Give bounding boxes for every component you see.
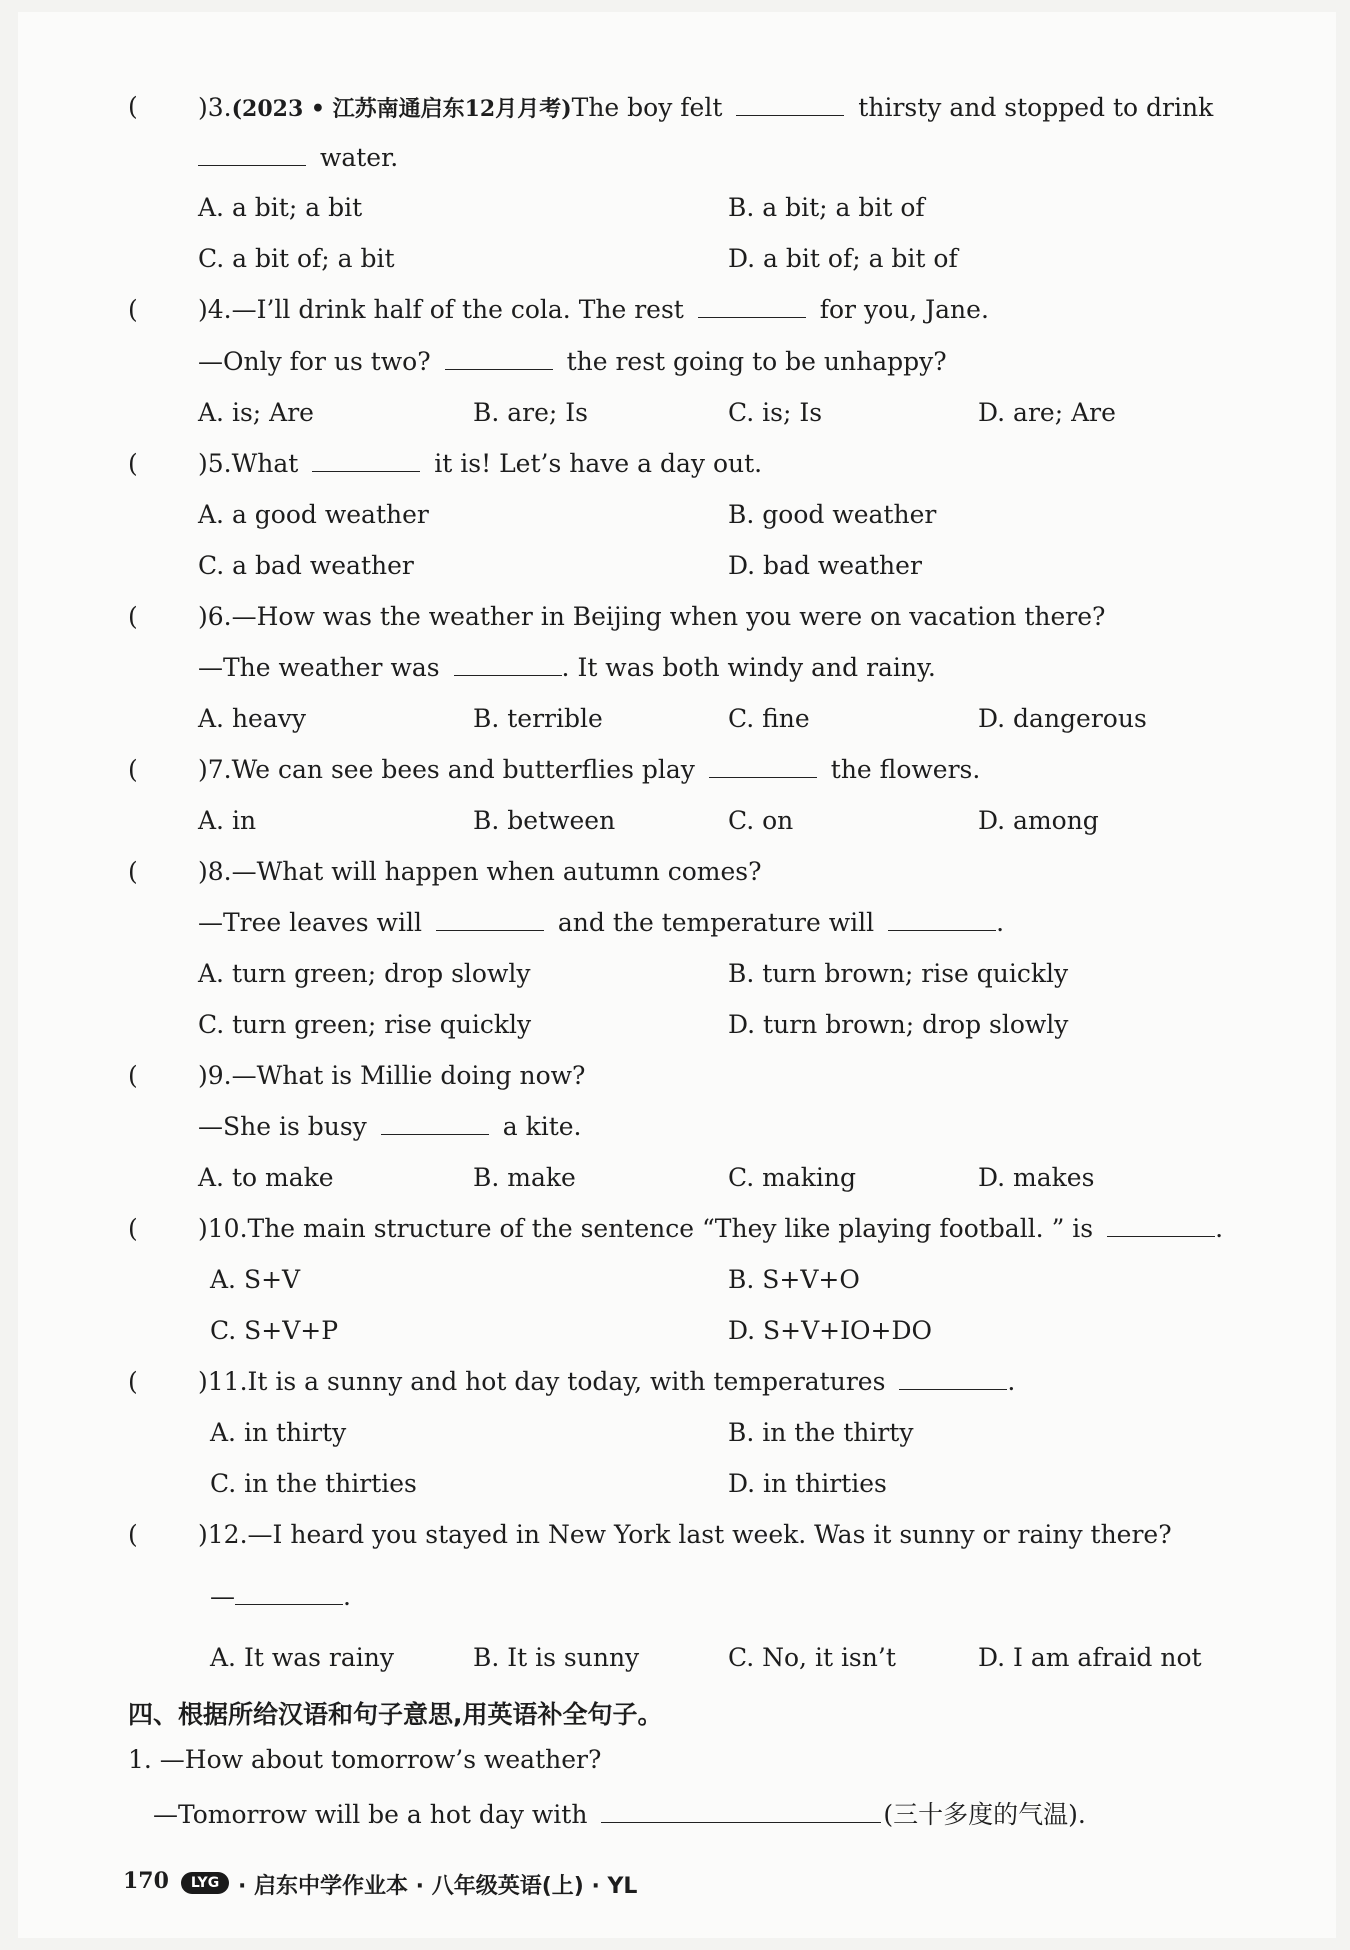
- answer-blank[interactable]: [445, 368, 553, 370]
- option-a: A. in: [198, 806, 257, 835]
- answer-paren: (: [128, 857, 138, 886]
- option-b: B. S+V+O: [728, 1265, 860, 1294]
- answer-blank[interactable]: [698, 316, 806, 318]
- question-line: [198, 653, 936, 682]
- option-d: D. dangerous: [978, 704, 1147, 733]
- answer-blank[interactable]: [709, 776, 817, 778]
- answer-blank[interactable]: [1107, 1235, 1215, 1237]
- question-number: )3.: [198, 93, 232, 122]
- question-text: The main structure of the sentence “They like playing football. ” is: [247, 1214, 1094, 1243]
- answer-blank[interactable]: [198, 164, 306, 166]
- question-text: thirsty and stopped to drink: [858, 93, 1214, 122]
- question-number: )9.: [198, 1061, 232, 1090]
- section-title: 四、根据所给汉语和句子意思,用英语补全句子。: [128, 1700, 663, 1729]
- question-text: —How was the weather in Beijing when you were on vacation there?: [231, 602, 1106, 631]
- question-number: )4.: [198, 295, 232, 324]
- option-a: A. It was rainy: [210, 1643, 394, 1672]
- answer-paren: (: [128, 295, 138, 324]
- option-a: A. a bit; a bit: [198, 193, 363, 222]
- question-text: .: [1215, 1214, 1224, 1243]
- publisher-logo: LYG: [181, 1872, 229, 1894]
- option-c: C. turn green; rise quickly: [198, 1010, 532, 1039]
- answer-paren: (: [128, 449, 138, 478]
- option-c: C. in the thirties: [210, 1469, 417, 1498]
- section-item-question: 1. —How about tomorrow’s weather?: [128, 1745, 602, 1774]
- answer-paren: (: [128, 92, 138, 121]
- question-text: a kite.: [502, 1112, 582, 1141]
- option-b: B. a bit; a bit of: [728, 193, 925, 222]
- option-b: B. good weather: [728, 500, 937, 529]
- option-a: A. S+V: [210, 1265, 301, 1294]
- option-c: C. No, it isn’t: [728, 1643, 896, 1672]
- option-b: B. It is sunny: [473, 1643, 640, 1672]
- question-text: It is a sunny and hot day today, with temperatures: [247, 1367, 886, 1396]
- answer-blank[interactable]: [381, 1133, 489, 1135]
- option-d: D. bad weather: [728, 551, 922, 580]
- answer-blank[interactable]: [436, 929, 544, 931]
- question-text: .: [343, 1582, 351, 1611]
- question-text: —What is Millie doing now?: [231, 1061, 586, 1090]
- answer-blank[interactable]: [899, 1388, 1007, 1390]
- option-a: A. is; Are: [198, 398, 314, 427]
- question-text: —She is busy: [198, 1112, 367, 1141]
- question-text: We can see bees and butterflies play: [231, 755, 695, 784]
- question-text: —What will happen when autumn comes?: [231, 857, 762, 886]
- option-b: B. between: [473, 806, 616, 835]
- question-text: —Tomorrow will be a hot day with: [153, 1800, 588, 1829]
- question-number: )10.: [198, 1214, 248, 1243]
- question-source: (2023 • 江苏南通启东12月月考): [231, 96, 572, 122]
- answer-paren: (: [128, 1214, 138, 1243]
- question-text: . It was both windy and rainy.: [561, 653, 936, 682]
- question-text: —Tree leaves will: [198, 908, 422, 937]
- option-c: C. is; Is: [728, 398, 823, 427]
- option-a: A. to make: [198, 1163, 334, 1192]
- question-text: the rest going to be unhappy?: [566, 347, 947, 376]
- option-c: C. fine: [728, 704, 810, 733]
- question-number: )11.: [198, 1367, 248, 1396]
- question-text: —I’ll drink half of the cola. The rest: [231, 295, 684, 324]
- question-number: )8.: [198, 857, 232, 886]
- answer-blank[interactable]: [736, 114, 844, 116]
- option-d: D. a bit of; a bit of: [728, 244, 958, 273]
- question-line: [198, 347, 947, 376]
- answer-paren: (: [128, 755, 138, 784]
- answer-blank[interactable]: [601, 1821, 881, 1823]
- section-item-answer-line: [153, 1795, 1086, 1831]
- question-text: The boy felt: [571, 93, 723, 122]
- answer-blank[interactable]: [312, 470, 420, 472]
- option-a: A. turn green; drop slowly: [198, 959, 531, 988]
- question-text: —The weather was: [198, 653, 440, 682]
- question-text: .: [1007, 1367, 1016, 1396]
- question-line: [198, 143, 398, 172]
- option-a: A. heavy: [198, 704, 306, 733]
- answer-blank[interactable]: [235, 1603, 343, 1605]
- answer-paren: (: [128, 1520, 138, 1549]
- option-d: D. I am afraid not: [978, 1643, 1202, 1672]
- question-text: What: [231, 449, 299, 478]
- question-text: —I heard you stayed in New York last week. Was it sunny or rainy there?: [247, 1520, 1172, 1549]
- answer-paren: (: [128, 1061, 138, 1090]
- option-c: C. making: [728, 1163, 856, 1192]
- option-d: D. turn brown; drop slowly: [728, 1010, 1069, 1039]
- question-text: .: [996, 908, 1005, 937]
- option-b: B. make: [473, 1163, 576, 1192]
- chinese-hint: (三十多度的气温).: [883, 1800, 1086, 1829]
- option-d: D. are; Are: [978, 398, 1116, 427]
- question-number: )12.: [198, 1520, 248, 1549]
- question-number: )6.: [198, 602, 232, 631]
- option-b: B. are; Is: [473, 398, 588, 427]
- option-d: D. among: [978, 806, 1099, 835]
- option-b: B. terrible: [473, 704, 603, 733]
- question-text: for you, Jane.: [819, 295, 989, 324]
- question-text: it is! Let’s have a day out.: [434, 449, 763, 478]
- answer-paren: (: [128, 1367, 138, 1396]
- answer-blank[interactable]: [454, 674, 562, 676]
- page-number: 170: [123, 1868, 169, 1894]
- question-text: water.: [319, 143, 399, 172]
- question-line: [210, 1582, 351, 1611]
- option-d: D. in thirties: [728, 1469, 887, 1498]
- question-number: )5.: [198, 449, 232, 478]
- option-a: A. a good weather: [198, 500, 429, 529]
- question-number: )7.: [198, 755, 232, 784]
- option-c: C. on: [728, 806, 794, 835]
- option-c: C. S+V+P: [210, 1316, 339, 1345]
- answer-paren: (: [128, 602, 138, 631]
- option-b: B. turn brown; rise quickly: [728, 959, 1069, 988]
- option-d: D. S+V+IO+DO: [728, 1316, 932, 1345]
- answer-blank[interactable]: [888, 929, 996, 931]
- option-a: A. in thirty: [210, 1418, 347, 1447]
- option-c: C. a bit of; a bit: [198, 244, 395, 273]
- option-b: B. in the thirty: [728, 1418, 914, 1447]
- option-c: C. a bad weather: [198, 551, 414, 580]
- question-text: the flowers.: [830, 755, 981, 784]
- question-text: —Only for us two?: [198, 347, 431, 376]
- question-line: [198, 1112, 582, 1141]
- question-line: [198, 908, 1004, 937]
- worksheet-page: [18, 12, 1336, 1938]
- footer-text: · 启东中学作业本 · 八年级英语(上) · YL: [238, 1874, 638, 1899]
- question-text: and the temperature will: [557, 908, 875, 937]
- question-text: —: [210, 1582, 235, 1611]
- option-d: D. makes: [978, 1163, 1095, 1192]
